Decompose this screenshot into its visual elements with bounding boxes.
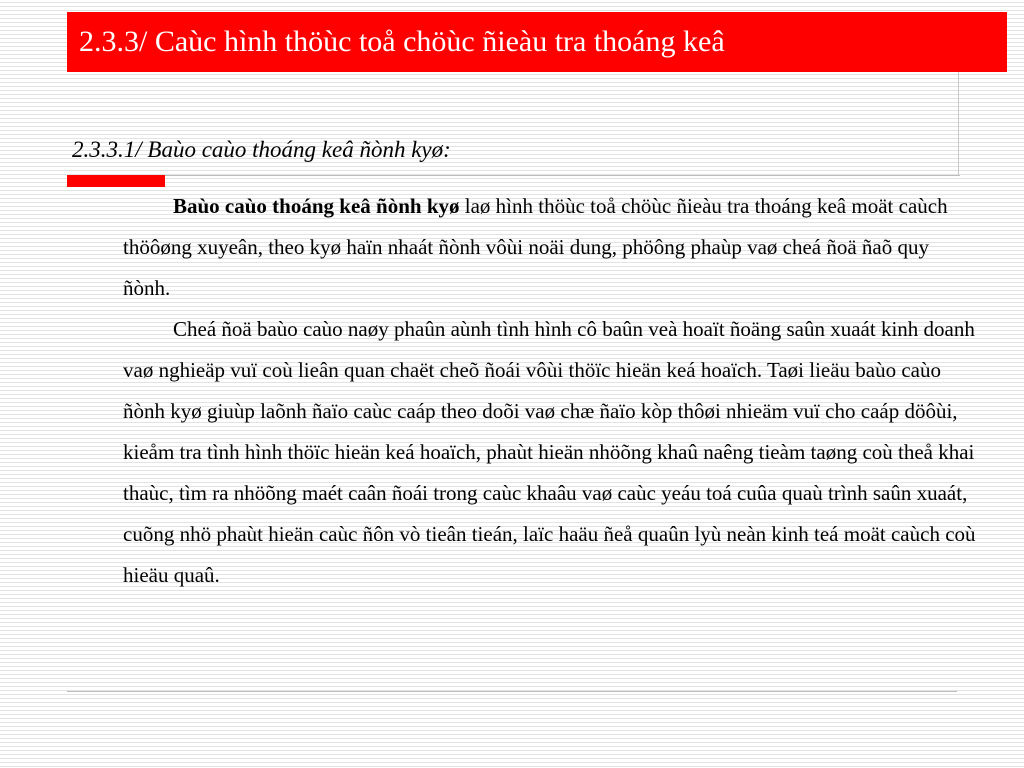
footer-rule bbox=[67, 691, 957, 692]
slide-title-bar bbox=[67, 12, 1007, 72]
paragraph-1 bbox=[123, 186, 979, 309]
paragraph-2 bbox=[123, 309, 979, 596]
title-side-rule bbox=[958, 72, 959, 176]
paragraph-1-text: laø hình thöùc toå chöùc ñieàu tra thoáng keâ moät caùch thöôøng xuyeân, theo kyø haïn nhaát ñònh vôùi noäi dung, phöông phaùp vaø cheá ñoä ñaõ quy ñònh. bbox=[123, 194, 948, 300]
paragraph-2-text: Cheá ñoä baùo caùo naøy phaûn aùnh tình hình cô baûn veà hoaït ñoäng saûn xuaát kinh doanh vaø nghieäp vuï coù lieân quan chaët cheõ ñoái vôùi thöïc hieän keá hoaïch. Taøi lieäu baùo caùo ñònh kyø giuùp laõnh ñaïo caùc caáp theo doõi vaø chæ ñaïo kòp thôøi nhieäm vuï cho caáp döôùi, kieåm tra tình hình thöïc hieän keá hoaïch, phaùt hieän nhöõng khaû naêng tieàm taøng coù theå khai thaùc, tìm ra nhöõng maét caân ñoái trong caùc khaâu vaø caùc yeáu toá cuûa quaù trình saûn xuaát, cuõng nhö phaùt hieän caùc ñôn vò tieân tieán, laïc haäu ñeå quaûn lyù neàn kinh teá moät caùch coù hieäu quaû. bbox=[123, 317, 976, 587]
accent-rule-gray bbox=[165, 175, 960, 176]
section-subheading: 2.3.3.1/ Baùo caùo thoáng keâ ñònh kyø: bbox=[72, 137, 451, 162]
slide-title: 2.3.3/ Caùc hình thöùc toå chöùc ñieàu tra thoáng keâ bbox=[79, 25, 725, 58]
paragraph-1-lead: Baùo caùo thoáng keâ ñònh kyø bbox=[173, 194, 460, 218]
slide-body bbox=[123, 186, 979, 596]
